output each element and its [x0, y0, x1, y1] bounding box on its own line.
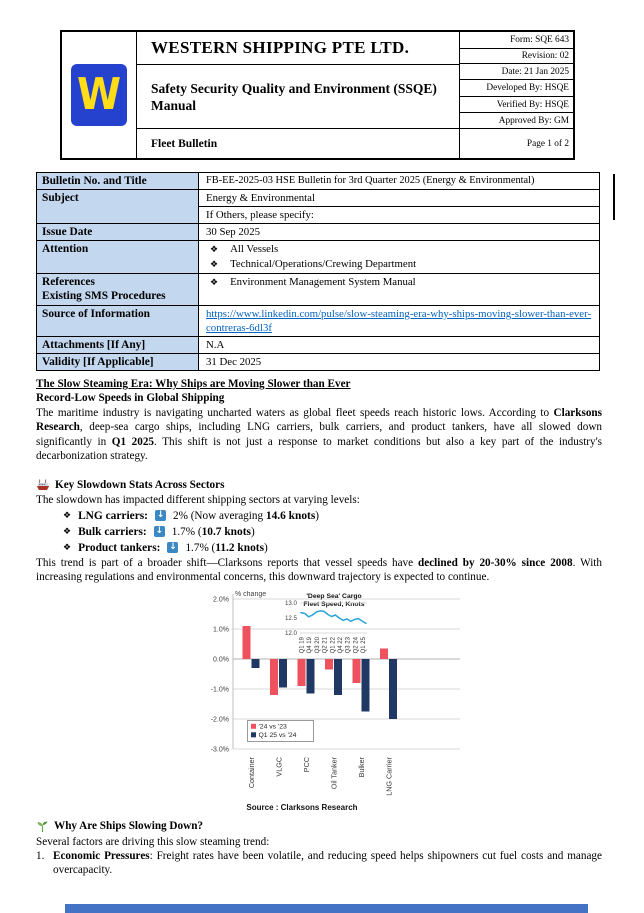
svg-text:LNG Carrier: LNG Carrier [384, 756, 394, 796]
source-hyperlink[interactable]: https://www.linkedin.com/pulse/slow-steaming-era-why-ships-moving-slower-than-ever-contreras-6dl3f [206, 308, 592, 334]
svg-text:0.0%: 0.0% [213, 656, 229, 664]
svg-text:Q2 21: Q2 21 [322, 636, 329, 654]
table-row [37, 306, 599, 337]
chart [188, 591, 473, 815]
svg-text:'24 vs '23: '24 vs '23 [258, 723, 287, 731]
svg-text:12.5: 12.5 [284, 614, 297, 622]
svg-text:12.0: 12.0 [284, 629, 297, 637]
revision: Revision: 02 [460, 49, 573, 64]
svg-text:Fleet Speed, Knots: Fleet Speed, Knots [303, 600, 365, 608]
approved-by: Approved By: GM [460, 113, 573, 129]
svg-text:Q1 22: Q1 22 [330, 636, 337, 654]
issue-date-value: 30 Sep 2025 [206, 226, 260, 238]
validity-value: 31 Dec 2025 [206, 356, 262, 368]
svg-text:Oil Tanker: Oil Tanker [329, 756, 339, 789]
svg-text:'Deep Sea' Cargo: 'Deep Sea' Cargo [306, 592, 362, 600]
developed-by: Developed By: HSQE [460, 80, 573, 97]
page-number: Page 1 of 2 [526, 138, 569, 149]
change-marker-line [613, 174, 615, 220]
article-subtitle: Record-Low Speeds in Global Shipping [36, 392, 225, 405]
next-page-top-edge [65, 904, 588, 913]
row-label: References Existing SMS Procedures [37, 274, 199, 305]
table-row [37, 224, 599, 241]
bulletin-number-title: FB-EE-2025-03 HSE Bulletin for 3rd Quarter 2025 (Energy & Environmental) [206, 175, 535, 186]
svg-text:Container: Container [247, 756, 256, 788]
svg-text:Q4 19: Q4 19 [307, 636, 314, 654]
down-arrow-icon: ↓ [155, 526, 163, 537]
form-number: Form: SQE 643 [460, 32, 573, 49]
down-arrow-icon: ↓ [156, 510, 165, 521]
table-row [37, 241, 599, 274]
down-arrow-icon: ↓ [169, 542, 177, 553]
bulletin-info-table [36, 172, 600, 371]
svg-text:% change: % change [235, 590, 267, 598]
row-label: Attention [37, 241, 199, 273]
stats-heading: Key Slowdown Stats Across Sectors [36, 477, 602, 493]
diamond-bullet-icon: ❖ [210, 245, 219, 255]
svg-text:Bulker: Bulker [357, 756, 366, 778]
row-label: Subject [37, 190, 199, 223]
diamond-bullet-icon: ❖ [63, 542, 72, 553]
form-meta-column [460, 32, 573, 158]
table-row [37, 173, 599, 190]
svg-text:2.0%: 2.0% [213, 596, 229, 604]
svg-text:1.0%: 1.0% [213, 626, 229, 634]
manual-title: Safety Security Quality and Environment (SSQE) Manual [137, 65, 459, 129]
row-label: Issue Date [37, 224, 199, 240]
item-number: 1. [36, 850, 45, 863]
document-type: Fleet Bulletin [151, 137, 218, 150]
seedling-icon [36, 820, 49, 833]
row-label: Source of Information [37, 306, 199, 336]
svg-text:-2.0%: -2.0% [210, 716, 229, 724]
article-body [36, 377, 602, 878]
row-label: Bulletin No. and Title [37, 173, 199, 189]
svg-text:13.0: 13.0 [284, 599, 297, 607]
diamond-bullet-icon: ❖ [63, 510, 72, 521]
intro-paragraph: The maritime industry is navigating uncharted waters as global fleet speeds reach historic lows. According to Clarksons Research, deep-sea cargo ships, including LNG carriers, bulk carriers, and product tankers, have all slowed down significantly in Q1 2025. This shift is not just a response to market conditions but also a key part of the industry's decarbonization strategy. [36, 406, 602, 463]
diamond-bullet-icon: ❖ [210, 260, 219, 270]
verified-by: Verified By: HSQE [460, 97, 573, 113]
list-item: ❖ Product tankers: ↓ 1.7% (11.2 knots) [63, 541, 268, 554]
list-item: ❖ LNG carriers: ↓ 2% (Now averaging 14.6 knots) [63, 509, 319, 522]
subject-value: Energy & Environmental [199, 190, 599, 207]
row-label: Attachments [If Any] [37, 337, 199, 353]
svg-text:Q3 20: Q3 20 [314, 636, 321, 654]
svg-text:Source : Clarksons Research: Source : Clarksons Research [246, 802, 358, 812]
diamond-bullet-icon: ❖ [210, 278, 219, 288]
company-name: WESTERN SHIPPING PTE LTD. [137, 32, 459, 65]
svg-text:Q1 25: Q1 25 [361, 636, 368, 654]
numbered-item: 1. Economic Pressures: Freight rates have been volatile, and reducing speed helps shipowners cut fuel costs and manage overcapacity. [36, 850, 602, 877]
references-value: ❖ Environment Management System Manual [210, 276, 416, 288]
attachments-value: N.A [206, 339, 225, 351]
ship-icon [36, 479, 50, 491]
form-date: Date: 21 Jan 2025 [460, 64, 573, 80]
table-row [37, 274, 599, 306]
attention-value: ❖ All Vessels ❖ Technical/Operations/Crewing Department [210, 243, 417, 270]
logo-letter: W [76, 70, 122, 120]
svg-text:Q3 23: Q3 23 [345, 636, 352, 654]
svg-text:Q1 25 vs '24: Q1 25 vs '24 [258, 731, 297, 739]
svg-text:Q4 22: Q4 22 [338, 636, 344, 654]
article-title: The Slow Steaming Era: Why Ships are Moving Slower than Ever [36, 378, 351, 390]
svg-text:PCC: PCC [302, 756, 311, 772]
subject-other: If Others, please specify: [206, 209, 314, 221]
row-label: Validity [If Applicable] [37, 354, 199, 370]
why-heading: Why Are Ships Slowing Down? [36, 819, 602, 835]
svg-text:-1.0%: -1.0% [210, 686, 229, 694]
svg-text:Q1 19: Q1 19 [299, 636, 306, 654]
table-row [37, 190, 599, 224]
list-item: ❖ Bulk carriers: ↓ 1.7% (10.7 knots) [63, 525, 255, 538]
header-table [60, 30, 575, 160]
svg-text:VLGC: VLGC [274, 756, 284, 777]
table-row [37, 337, 599, 354]
source-value [199, 306, 599, 336]
svg-text:Q2 24: Q2 24 [353, 636, 360, 654]
why-intro: Several factors are driving this slow steaming trend: [36, 835, 270, 848]
company-logo [71, 64, 127, 126]
logo-cell [62, 32, 137, 158]
stats-bullet-list [36, 508, 602, 556]
trend-paragraph: This trend is part of a broader shift—Clarksons reports that vessel speeds have declined by 20-30% since 2008. With increasing regulations and environmental concerns, this downward trajectory is expected to continue. [36, 556, 603, 584]
table-row [37, 354, 599, 370]
stats-intro: The slowdown has impacted different shipping sectors at varying levels: [36, 494, 360, 507]
diamond-bullet-icon: ❖ [63, 526, 72, 537]
svg-text:-3.0%: -3.0% [210, 746, 229, 754]
